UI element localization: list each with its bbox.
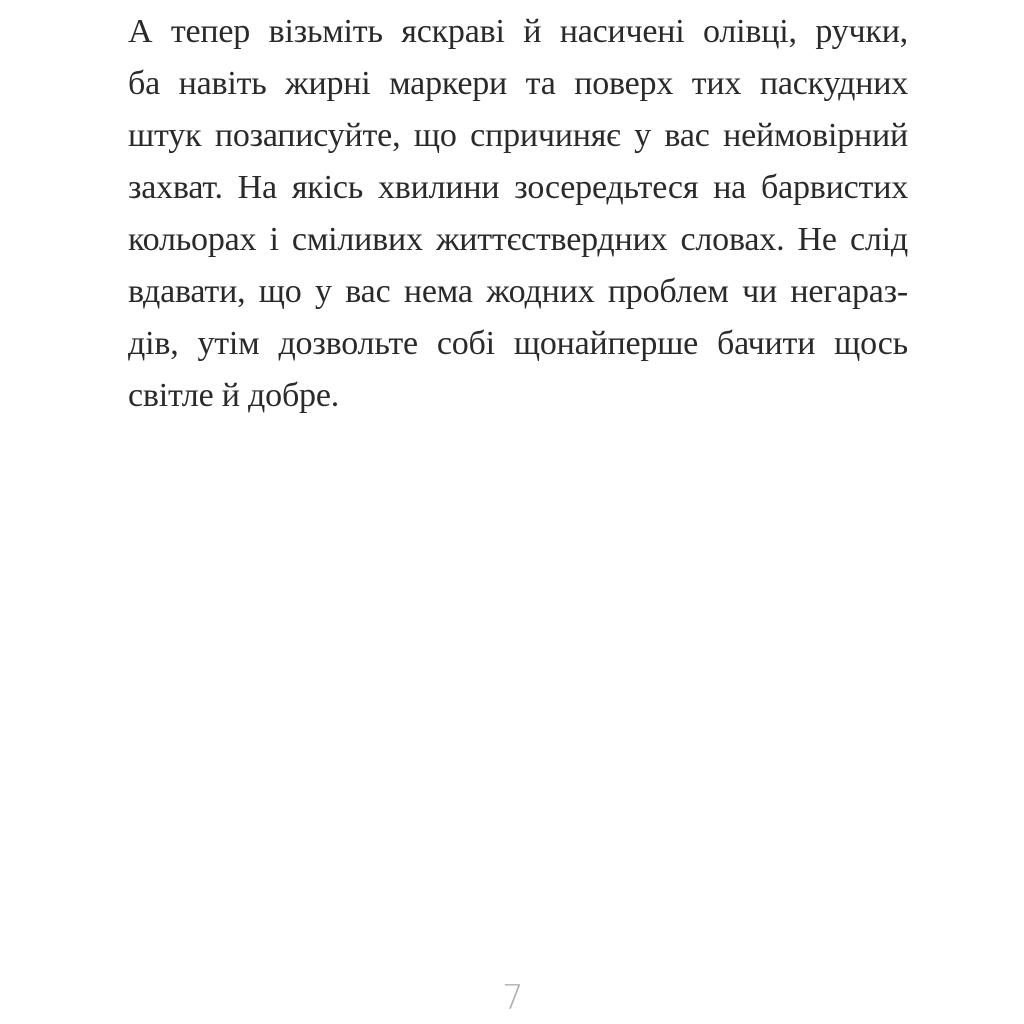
paragraph-line: захват. На якісь хвилини зосередьтеся на барвистих <box>128 169 908 206</box>
body-paragraph <box>128 6 908 422</box>
paragraph-line: А тепер візьміть яскраві й насичені олівці, ручки, <box>128 13 908 50</box>
paragraph-line: штук позаписуйте, що спричиняє у вас неймовірний <box>128 117 908 154</box>
paragraph-line: дів, утім дозвольте собі щонайперше бачити щось <box>128 325 908 362</box>
paragraph-line: вдавати, що у вас нема жодних проблем чи негараз- <box>128 273 908 310</box>
paragraph-line: світле й добре. <box>128 377 340 414</box>
paragraph-line: ба навіть жирні маркери та поверх тих паскудних <box>128 65 908 102</box>
paragraph-line: кольорах і сміливих життєствердних словах. Не слід <box>128 221 908 258</box>
page-number: 7 <box>502 978 524 1018</box>
